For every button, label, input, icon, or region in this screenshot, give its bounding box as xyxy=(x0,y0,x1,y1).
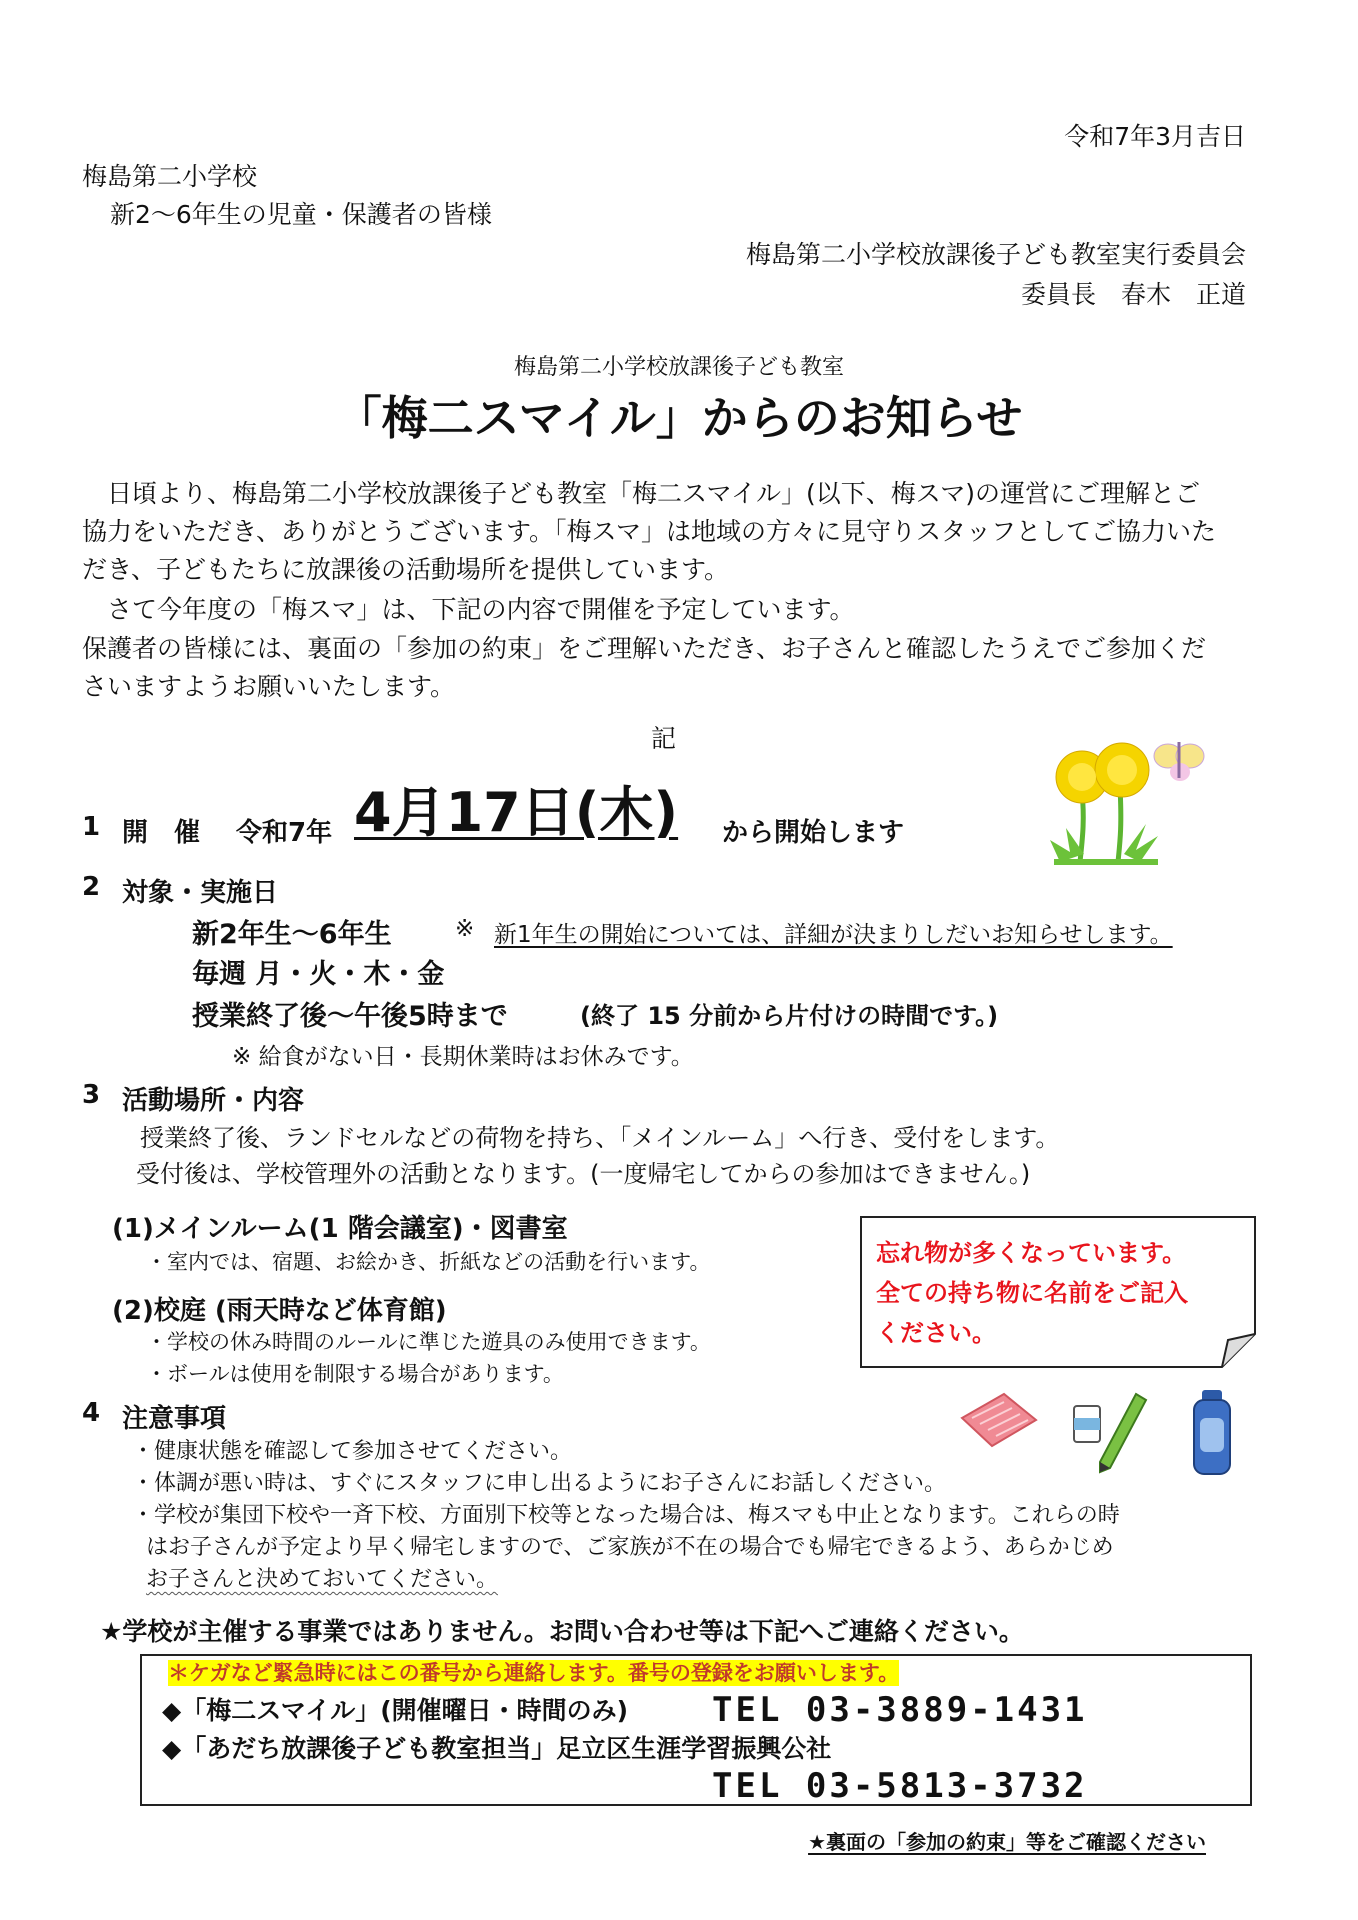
water-bottle-icon xyxy=(1188,1388,1236,1476)
ki-mark: 記 xyxy=(651,724,677,753)
section4-number: 4 xyxy=(82,1398,101,1428)
pencil-icon xyxy=(1098,1392,1148,1474)
activity-line: 受付後は、学校管理外の活動となります。(一度帰宅してからの参加はできません。) xyxy=(136,1160,1031,1188)
schoolyard-item: ・ボールは使用を制限する場合があります。 xyxy=(146,1362,564,1386)
target-grades: 新2年生～6年生 xyxy=(192,919,392,950)
contact-box xyxy=(140,1654,1252,1806)
caution-item-text: はお子さんが予定より早く帰宅しますので、ご家族が不在の場合でも帰宅できるよう、あらかじめ xyxy=(146,1535,1114,1560)
caution-item xyxy=(146,1530,1114,1561)
handkerchief-icon xyxy=(958,1392,1038,1448)
notice-line: 忘れ物が多くなっています。 xyxy=(876,1239,1187,1267)
main-room-item: ・室内では、宿題、お絵かき、折紙などの活動を行います。 xyxy=(146,1250,711,1274)
off-note: ※ 給食がない日・長期休業時はお休みです。 xyxy=(232,1044,694,1070)
section3-number: 3 xyxy=(82,1080,101,1110)
contact-label: ◆「あだち放課後子ども教室担当」足立区生涯学習振興公社 xyxy=(162,1734,832,1763)
schoolyard-item: ・学校の休み時間のルールに準じた遊具のみ使用できます。 xyxy=(146,1330,711,1354)
caution-item: お子さんと決めておいてください。 xyxy=(146,1567,499,1592)
intro-line: 保護者の皆様には、裏面の「参加の約束」をご理解いただき、お子さんと確認したうえでご参加くだ xyxy=(82,634,1207,663)
hours: 授業終了後～午後5時まで xyxy=(192,1001,508,1032)
start-date: 4月17日(木) xyxy=(354,781,679,844)
emergency-highlight: ＊ケガなど緊急時にはこの番号から連絡します。番号の登録をお願いします。 xyxy=(168,1661,900,1685)
intro-line: さて今年度の「梅スマ」は、下記の内容で開催を予定しています。 xyxy=(82,595,855,624)
caution-item: ・学校が集団下校や一斉下校、方面別下校等となった場合は、梅スマも中止となります。これらの時 xyxy=(132,1503,1120,1528)
inquiry-notice: ★学校が主催する事業ではありません。お問い合わせ等は下記へご連絡ください。 xyxy=(100,1617,1024,1646)
sender-organization: 梅島第二小学校放課後子ども教室実行委員会 xyxy=(745,240,1246,269)
back-page-note: ★裏面の「参加の約束」等をご確認ください xyxy=(808,1830,1206,1854)
grades-note: 新1年生の開始については、詳細が決まりしだいお知らせします。 xyxy=(494,922,1173,948)
dandelion-flowers-illustration xyxy=(1040,732,1210,867)
section3-heading: 活動場所・内容 xyxy=(122,1086,305,1116)
section1-era: 令和7年 xyxy=(236,818,333,848)
weekdays: 毎週 月・火・木・金 xyxy=(192,959,445,990)
lost-items-notice-box xyxy=(860,1216,1256,1368)
contact-tel: TEL 03-3889-1431 xyxy=(712,1690,1088,1730)
section2-heading: 対象・実施日 xyxy=(122,878,279,908)
title-subtitle: 梅島第二小学校放課後子ども教室 xyxy=(513,355,844,380)
document-date: 令和7年3月吉日 xyxy=(1064,122,1246,151)
subsection-main-room: (1)メインルーム(1 階会議室)・図書室 xyxy=(112,1214,568,1244)
hours-note: (終了 15 分前から片付けの時間です。) xyxy=(580,1002,999,1030)
notice-line: ください。 xyxy=(876,1319,996,1347)
section4-heading: 注意事項 xyxy=(122,1404,227,1434)
section1-suffix: から開始します xyxy=(722,818,905,848)
notice-line: 全ての持ち物に名前をご記入 xyxy=(876,1279,1188,1307)
contact-label: ◆「梅二スマイル」(開催曜日・時間のみ) xyxy=(162,1696,629,1725)
caution-item: ・体調が悪い時は、すぐにスタッフに申し出るようにお子さんにお話しください。 xyxy=(132,1471,947,1496)
caution-item: ・健康状態を確認して参加させてください。 xyxy=(132,1439,573,1464)
intro-line: 協力をいただき、ありがとうございます。「梅スマ」は地域の方々に見守りスタッフとしてご協力いた xyxy=(82,517,1217,546)
subsection-schoolyard: (2)校庭 (雨天時など体育館) xyxy=(112,1296,447,1326)
contact-tel: TEL 03-5813-3732 xyxy=(712,1766,1088,1806)
grades-note-mark: ※ xyxy=(455,916,475,942)
intro-line: 日頃より、梅島第二小学校放課後子ども教室「梅二スマイル」(以下、梅スマ)の運営にご理解とご xyxy=(82,479,1201,508)
intro-line: だき、子どもたちに放課後の活動場所を提供しています。 xyxy=(82,555,730,584)
recipient-school: 梅島第二小学校 xyxy=(82,162,258,191)
section1-heading: 開 催 xyxy=(122,818,201,848)
intro-line: さいますようお願いいたします。 xyxy=(82,672,456,701)
section1-number: 1 xyxy=(82,812,101,842)
activity-line: 授業終了後、ランドセルなどの荷物を持ち、「メインルーム」へ行き、受付をします。 xyxy=(140,1124,1060,1152)
recipient-target: 新2～6年生の児童・保護者の皆様 xyxy=(110,200,492,229)
page-title: 「梅二スマイル」からのお知らせ xyxy=(335,391,1023,445)
sender-name: 委員長 春木 正道 xyxy=(1020,280,1246,309)
section2-number: 2 xyxy=(82,872,101,902)
